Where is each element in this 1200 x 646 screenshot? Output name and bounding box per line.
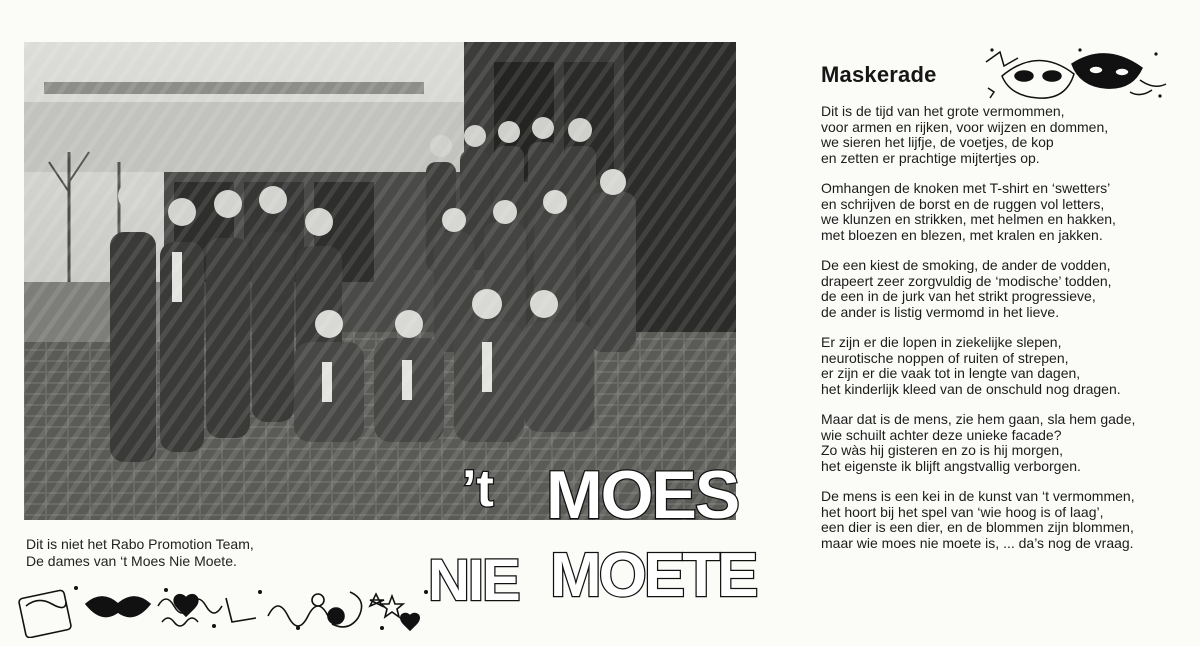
poem-line: De mens is een kei in de kunst van ‘t vermommen,	[821, 488, 1135, 504]
poem-line: we sieren het lijfje, de voetjes, de kop	[821, 134, 1054, 150]
poem-line: met bloezen en blezen, met kralen en jakken.	[821, 226, 1103, 243]
poem-stanza	[821, 335, 1191, 397]
logo-moete: MOETE	[550, 541, 756, 610]
poem-body	[821, 104, 1191, 566]
poem-stanza	[821, 181, 1191, 243]
poem-line: de een in de jurk van het strikt progressieve,	[821, 288, 1096, 304]
poem-line: De een kiest de smoking, de ander de vodden,	[821, 257, 1111, 273]
carnival-doodles	[18, 576, 438, 638]
poem-line: de ander is listig vermomd in het lieve.	[821, 303, 1060, 320]
poem-stanza	[821, 258, 1191, 320]
logo-nie: NIE	[428, 548, 519, 613]
photo-caption	[26, 536, 386, 570]
poem-line: het eigenste ik blijft angstvallig verborgen.	[821, 457, 1081, 474]
caption-line-2: De dames van ‘t Moes Nie Moete.	[26, 553, 237, 569]
poem-line: het kinderlijk kleed van de onschuld nog dragen.	[821, 380, 1121, 397]
poem-line: we klunzen en strikken, met helmen en hakken,	[821, 211, 1116, 227]
logo-moes: MOES	[546, 457, 739, 533]
poem-line: en zetten er prachtige mijtertjes op.	[821, 149, 1040, 166]
poem-line: Maar dat is de mens, zie hem gaan, sla hem gade,	[821, 411, 1136, 427]
poem-stanza	[821, 489, 1191, 551]
poem-line: neurotische noppen of ruiten of strepen,	[821, 349, 1069, 366]
poem-line: drapeert zeer zorgvuldig de ‘modische’ todden,	[821, 272, 1112, 289]
poem-line: wie schuilt achter deze unieke facade?	[821, 426, 1062, 443]
poem-line: Er zijn er die lopen in ziekelijke slepen,	[821, 334, 1062, 350]
moes-nie-moete-logo	[420, 420, 792, 640]
poem-line: het hoort bij het spel van ‘wie hoog is of laag’,	[821, 503, 1104, 520]
poem-line: voor armen en rijken, voor wijzen en dommen,	[821, 118, 1109, 135]
logo-t: ’t	[462, 460, 494, 518]
poem-stanza	[821, 412, 1191, 474]
poem-stanza	[821, 104, 1191, 166]
poem-line: maar wie moes nie moete is, ... da’s nog de vraag.	[821, 534, 1134, 551]
poem-line: en schrijven de borst en de ruggen vol letters,	[821, 195, 1105, 212]
poem-line: Omhangen de knoken met T-shirt en ‘swetters’	[821, 180, 1111, 196]
poem-line: er zijn er die vaak tot in lengte van dagen,	[821, 365, 1081, 381]
caption-line-1: Dit is niet het Rabo Promotion Team,	[26, 536, 254, 552]
mask-illustration	[980, 42, 1170, 104]
poem-line: Zo wàs hij gisteren en zo is hij morgen,	[821, 442, 1063, 458]
poem-line: Dit is de tijd van het grote vermommen,	[821, 103, 1065, 119]
poem-line: een dier is een dier, en de blommen zijn blommen,	[821, 519, 1134, 535]
poem-title: Maskerade	[821, 62, 937, 87]
